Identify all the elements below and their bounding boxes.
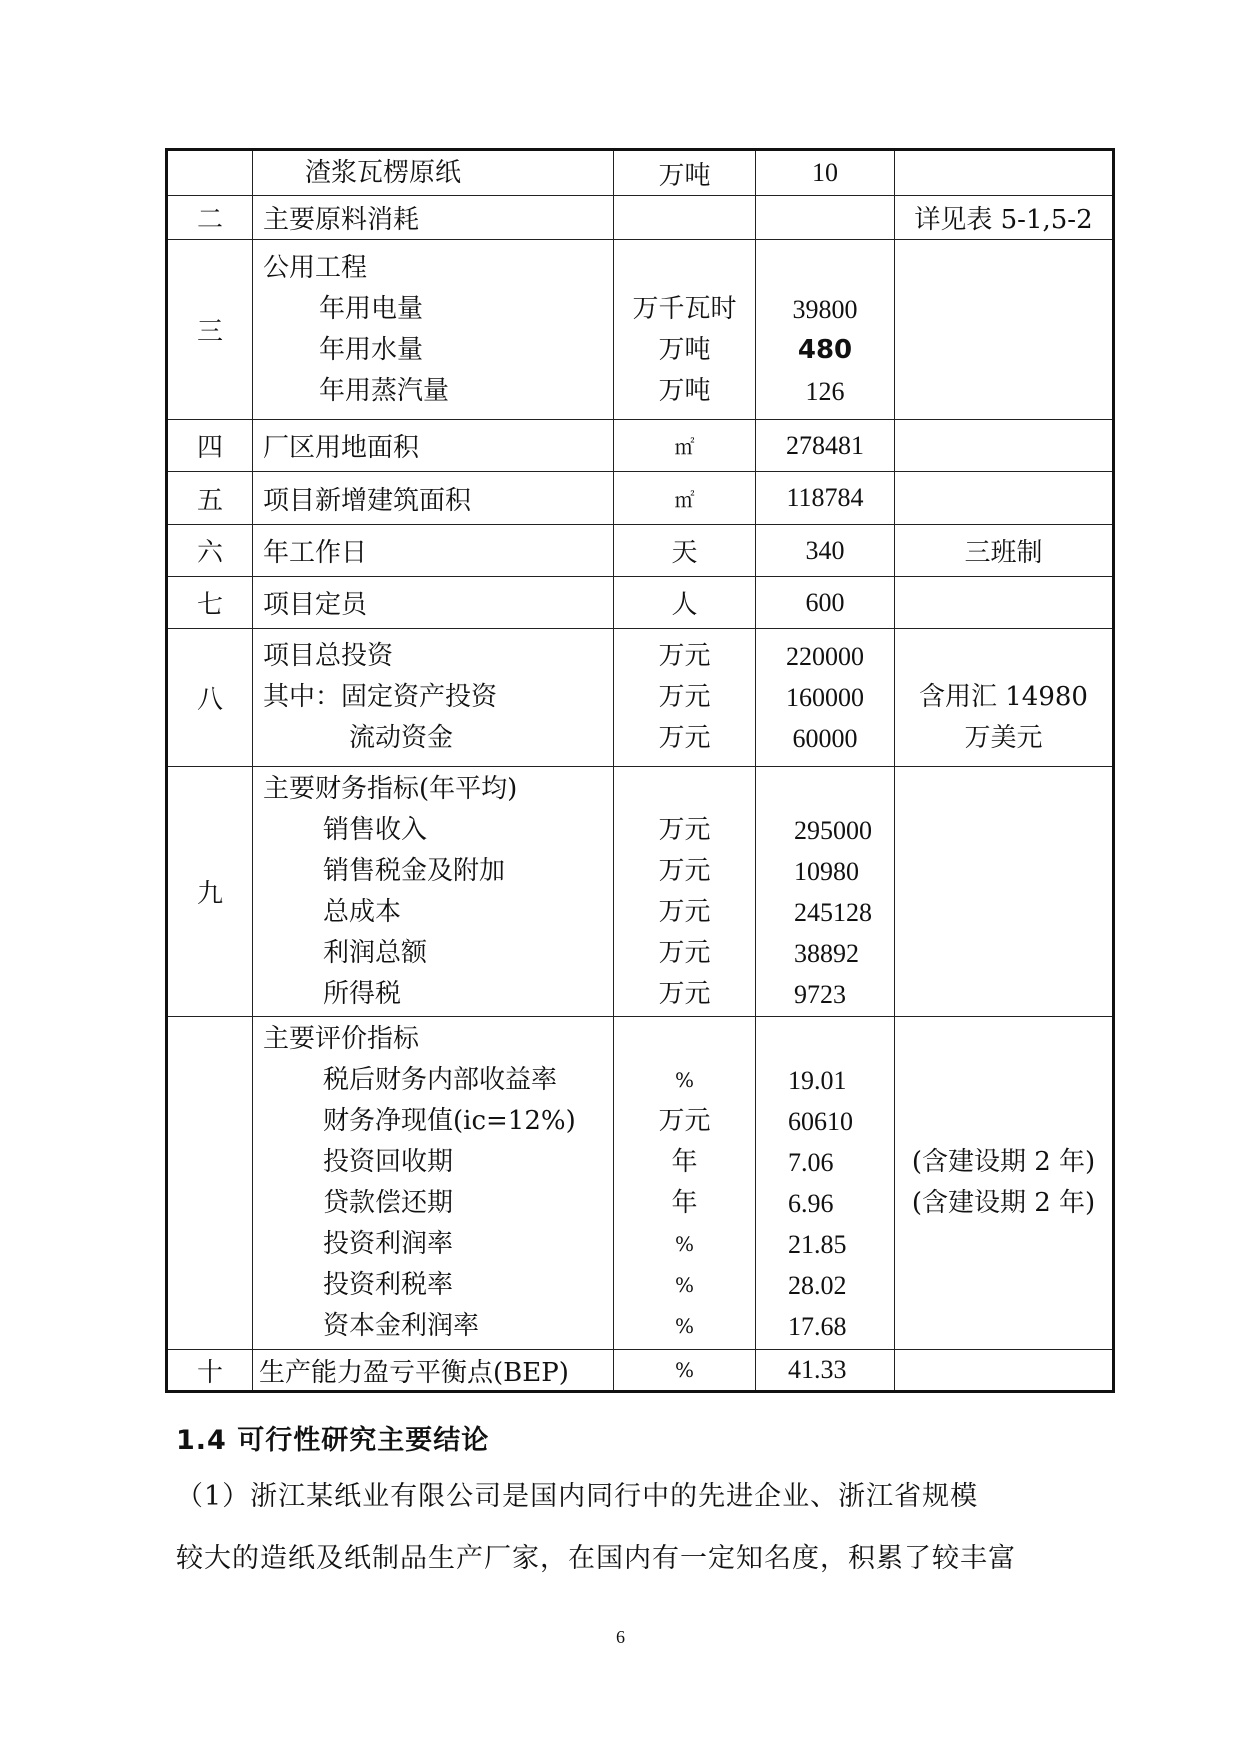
note-cell <box>895 150 1114 196</box>
note-cell <box>895 577 1114 629</box>
note-cell <box>895 472 1114 525</box>
row-index: 四 <box>167 420 253 472</box>
unit-cell: 万千瓦时 万吨 万吨 <box>614 240 756 420</box>
item-cell: 项目总投资 其中：固定资产投资 流动资金 <box>253 629 614 767</box>
row-index: 九 <box>167 767 253 1017</box>
table-row <box>167 240 1114 420</box>
value-cell: 220000 160000 60000 <box>756 629 895 767</box>
table-row <box>167 472 1114 525</box>
table-row <box>167 1350 1114 1392</box>
table-row <box>167 150 1114 196</box>
note-cell: 含用汇 14980 万美元 <box>895 629 1114 767</box>
unit-cell: 人 <box>614 577 756 629</box>
summary-table <box>165 148 1115 1393</box>
unit-cell: ㎡ <box>614 472 756 525</box>
value-cell: 39800 480 126 <box>756 240 895 420</box>
paragraph-line: （1）浙江某纸业有限公司是国内同行中的先进企业、浙江省规模 <box>176 1481 979 1512</box>
item-cell: 公用工程 年用电量 年用水量 年用蒸汽量 <box>253 240 614 420</box>
item-cell: 年工作日 <box>253 525 614 577</box>
note-cell <box>895 1350 1114 1392</box>
paragraph-line: 较大的造纸及纸制品生产厂家，在国内有一定知名度，积累了较丰富 <box>176 1543 1016 1574</box>
row-index: 八 <box>167 629 253 767</box>
row-index <box>167 1017 253 1350</box>
note-cell: 详见表 5-1,5-2 <box>895 196 1114 240</box>
value-cell: 10 <box>756 150 895 196</box>
table-row <box>167 577 1114 629</box>
table-row <box>167 767 1114 1017</box>
value-cell: 600 <box>756 577 895 629</box>
page-number: 6 <box>616 1627 625 1647</box>
value-cell: 295000 10980 245128 38892 9723 <box>756 767 895 1017</box>
note-cell: (含建设期 2 年) (含建设期 2 年) <box>895 1017 1114 1350</box>
row-index: 六 <box>167 525 253 577</box>
row-index: 五 <box>167 472 253 525</box>
item-cell: 厂区用地面积 <box>253 420 614 472</box>
section-heading: 1.4 可行性研究主要结论 <box>176 1425 490 1456</box>
unit-cell: 万吨 <box>614 150 756 196</box>
value-cell: 41.33 <box>756 1350 895 1392</box>
value-cell: 118784 <box>756 472 895 525</box>
item-cell: 生产能力盈亏平衡点(BEP) <box>253 1350 614 1392</box>
table-row <box>167 420 1114 472</box>
table-row <box>167 629 1114 767</box>
item-cell: 项目定员 <box>253 577 614 629</box>
row-index: 二 <box>167 196 253 240</box>
unit-cell: ㎡ <box>614 420 756 472</box>
value-cell: 19.01 60610 7.06 6.96 21.85 28.02 17.68 <box>756 1017 895 1350</box>
value-cell: 340 <box>756 525 895 577</box>
unit-cell: % 万元 年 年 % % % <box>614 1017 756 1350</box>
item-cell: 项目新增建筑面积 <box>253 472 614 525</box>
note-cell <box>895 767 1114 1017</box>
item-cell: 主要财务指标(年平均) 销售收入 销售税金及附加 总成本 利润总额 所得税 <box>253 767 614 1017</box>
unit-cell: 万元 万元 万元 <box>614 629 756 767</box>
item-cell: 主要原料消耗 <box>253 196 614 240</box>
value-cell: 278481 <box>756 420 895 472</box>
row-index <box>167 150 253 196</box>
row-index: 三 <box>167 240 253 420</box>
row-index: 十 <box>167 1350 253 1392</box>
note-cell: 三班制 <box>895 525 1114 577</box>
row-index: 七 <box>167 577 253 629</box>
note-cell <box>895 240 1114 420</box>
note-cell <box>895 420 1114 472</box>
unit-cell: 天 <box>614 525 756 577</box>
table-row <box>167 1017 1114 1350</box>
value-cell <box>756 196 895 240</box>
unit-cell <box>614 196 756 240</box>
item-cell: 主要评价指标 税后财务内部收益率 财务净现值(ic=12%) 投资回收期 贷款偿还期 投资利润率 投资利税率 资本金利润率 <box>253 1017 614 1350</box>
table-row <box>167 525 1114 577</box>
item-cell: 渣浆瓦楞原纸 <box>253 150 614 196</box>
table-row <box>167 196 1114 240</box>
unit-cell: 万元 万元 万元 万元 万元 <box>614 767 756 1017</box>
unit-cell: % <box>614 1350 756 1392</box>
